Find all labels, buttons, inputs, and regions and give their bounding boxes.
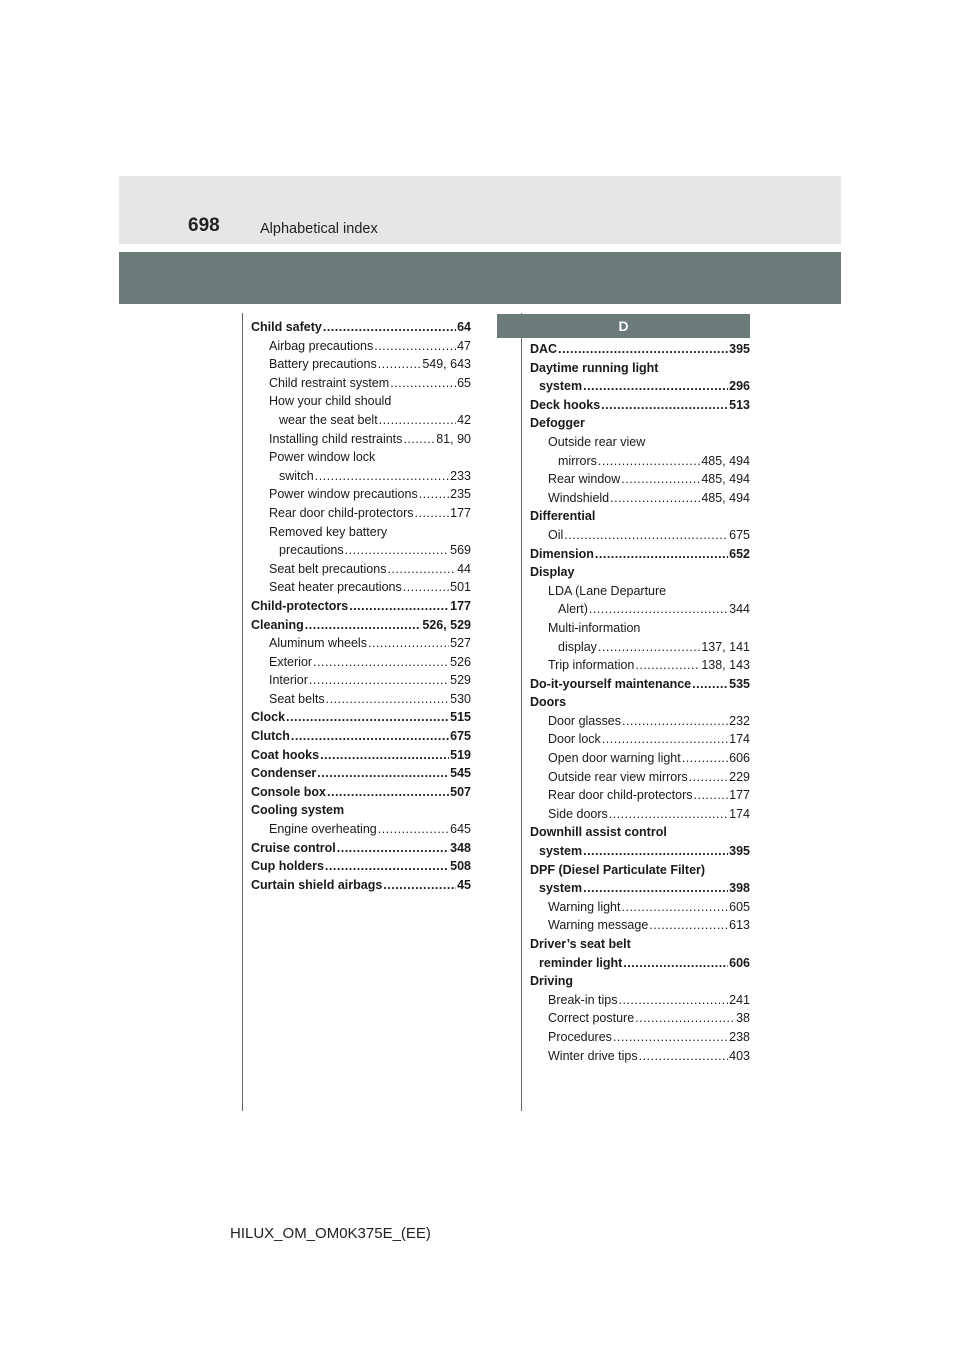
index-entry [530,1009,750,1028]
dot-leader [387,560,456,579]
index-entry [251,727,471,746]
index-entry-term: Child safety [251,320,322,334]
index-entry-term: Cup holders [251,859,324,874]
index-entry [530,693,750,712]
index-entry-term: Exterior [269,654,313,669]
index-entry-pages: 501 [450,580,471,595]
index-entry-term: Multi-information [548,620,641,635]
header-dark-band [119,252,841,304]
dot-leader [598,452,700,471]
dot-leader [349,597,449,616]
index-entry [251,485,471,504]
index-entry [530,712,750,731]
index-entry [530,545,750,564]
index-entry-pages: 513 [729,397,750,412]
index-entry [251,448,471,467]
index-entry-pages: 47 [457,338,471,353]
letter-tab-d [497,314,750,338]
index-entry-pages: 64 [457,320,471,334]
index-entry-pages: 645 [450,822,471,837]
index-entry [251,374,471,393]
dot-leader [601,396,728,415]
index-entry-pages: 545 [450,766,471,781]
dot-leader [415,504,450,523]
index-entry-pages: 526, 529 [422,617,471,632]
dot-leader [368,634,449,653]
index-entry-term: Warning light [548,899,621,914]
dot-leader [589,600,728,619]
index-entry-term: DAC [530,342,558,356]
dot-leader [378,355,422,374]
index-entry-term: Seat heater precautions [269,580,402,595]
dot-leader [609,805,728,824]
index-entry-term: Power window lock [269,450,376,465]
index-entry [530,991,750,1010]
index-entry [530,359,750,378]
index-entry [251,690,471,709]
document-code: HILUX_OM_OM0K375E_(EE) [230,1225,431,1242]
index-entry [251,764,471,783]
index-entry-pages: 605 [729,899,750,914]
index-entry [251,541,471,560]
index-entry-pages: 485, 494 [701,472,750,487]
index-entry [251,578,471,597]
index-entry-term: Condenser [251,766,317,781]
dot-leader [305,616,422,635]
index-entry-term: Power window precautions [269,487,418,502]
index-entry [530,861,750,880]
index-entry-pages: 530 [450,691,471,706]
index-entry-pages: 138, 143 [701,658,750,673]
index-entry-term: Trip information [548,658,635,673]
index-entry-pages: 395 [729,844,750,859]
index-entry-term: Child-protectors [251,598,349,613]
dot-leader [378,820,449,839]
dot-leader [337,839,449,858]
index-entry-term: Interior [269,673,308,688]
index-entry-term: Installing child restraints [269,431,403,446]
index-entry [530,916,750,935]
column-divider-left [242,313,243,1111]
index-entry-pages: 606 [729,955,750,970]
index-entry-pages: 235 [450,487,471,502]
index-entry [530,898,750,917]
index-entry-term: Clutch [251,729,290,744]
index-entry-term: system [539,881,583,896]
index-entry-pages: 174 [729,806,750,821]
index-entry-term: Engine overheating [269,822,377,837]
dot-leader [309,671,449,690]
dot-leader [345,541,450,560]
index-entry-term: Door glasses [548,713,621,728]
index-entry [530,619,750,638]
index-entry-term: Cooling system [251,803,345,818]
index-entry-pages: 526 [450,654,471,669]
index-entry [251,876,471,895]
index-entry-pages: 395 [729,342,750,356]
index-entry-term: wear the seat belt [279,412,378,427]
dot-leader [291,727,449,746]
dot-leader [320,746,449,765]
index-entry-term: Battery precautions [269,357,377,372]
header-band [119,176,841,244]
index-entry-pages: 344 [729,602,750,617]
index-entry [251,560,471,579]
dot-leader [323,318,456,337]
index-entry-pages: 529 [450,673,471,688]
index-entry [530,340,750,359]
index-entry-pages: 177 [729,788,750,803]
index-entry-pages: 403 [729,1048,750,1063]
index-entry-term: Coat hooks [251,747,320,762]
dot-leader [649,916,728,935]
index-entry-pages: 675 [729,527,750,542]
dot-leader [419,485,449,504]
index-entry-term: LDA (Lane Departure [548,583,667,598]
index-entry-term: Cruise control [251,840,336,855]
index-entry [530,507,750,526]
index-entry-term: Rear door child-protectors [269,505,414,520]
dot-leader [595,545,728,564]
index-entry [251,411,471,430]
index-entry-pages: 569 [450,543,471,558]
index-entry [530,600,750,619]
index-entry-pages: 296 [729,379,750,394]
dot-leader [583,842,728,861]
index-entry-pages: 519 [450,747,471,762]
index-entry-pages: 549, 643 [422,357,471,372]
index-entry-term: Doors [530,695,567,710]
index-entry [530,842,750,861]
index-entry [251,504,471,523]
dot-leader [315,467,449,486]
index-entry-term: switch [279,468,314,483]
index-entry [530,972,750,991]
dot-leader [374,337,456,356]
dot-leader [610,489,700,508]
index-entry [251,839,471,858]
index-entry [530,1047,750,1066]
index-entry [251,746,471,765]
index-entry [530,377,750,396]
index-entry-term: Differential [530,509,596,524]
dot-leader [598,638,700,657]
index-entry [530,749,750,768]
index-entry [251,671,471,690]
dot-leader [326,690,450,709]
index-entry-term: Door lock [548,732,601,747]
index-entry-term: Correct posture [548,1011,635,1026]
index-entry-pages: 507 [450,784,471,799]
index-entry-pages: 42 [457,412,471,427]
index-column-right [530,340,750,1065]
index-entry-term: Oil [548,527,564,542]
index-entry-term: Curtain shield airbags [251,877,383,892]
index-entry-term: DPF (Diesel Particulate Filter) [530,862,706,877]
index-entry-pages: 177 [450,505,471,520]
dot-leader [694,786,729,805]
index-entry-term: Display [530,565,575,580]
index-entry-term: Console box [251,784,327,799]
index-entry-pages: 174 [729,732,750,747]
dot-leader [325,857,449,876]
dot-leader [313,653,449,672]
index-entry-term: display [558,639,597,654]
index-entry [530,433,750,452]
letter-tab-label: D [618,318,629,334]
index-entry-term: Airbag precautions [269,338,374,353]
index-entry-pages: 515 [450,710,471,725]
section-title: Alphabetical index [260,221,378,237]
index-entry [530,414,750,433]
dot-leader [286,708,449,727]
index-entry-term: system [539,844,583,859]
index-entry-term: precautions [279,543,344,558]
index-entry-pages: 613 [729,918,750,933]
index-entry-term: How your child should [269,394,392,409]
dot-leader [558,340,728,359]
index-entry [251,430,471,449]
index-entry-pages: 232 [729,713,750,728]
index-entry-pages: 229 [729,769,750,784]
index-entry [251,783,471,802]
index-entry-term: Outside rear view [548,434,646,449]
index-entry [251,820,471,839]
index-entry-pages: 527 [450,636,471,651]
index-entry [251,634,471,653]
index-entry-term: Side doors [548,806,608,821]
index-entry-term: Defogger [530,416,585,431]
index-entry [251,616,471,635]
index-entry-pages: 398 [729,881,750,896]
index-entry-pages: 238 [729,1029,750,1044]
dot-leader [327,783,449,802]
index-entry [530,526,750,545]
index-entry [530,935,750,954]
index-entry-term: Do-it-yourself maintenance [530,676,692,691]
index-entry-term: Aluminum wheels [269,636,367,651]
index-entry-pages: 65 [457,375,471,390]
dot-leader [403,430,435,449]
index-entry-term: Seat belt precautions [269,561,387,576]
index-entry-term: Windshield [548,490,610,505]
dot-leader [613,1028,728,1047]
dot-leader [403,578,449,597]
index-entry-pages: 45 [457,877,471,892]
index-entry [530,730,750,749]
dot-leader [639,1047,729,1066]
index-entry [530,563,750,582]
index-entry [251,857,471,876]
index-entry [251,318,471,337]
dot-leader [623,954,728,973]
dot-leader [622,712,728,731]
index-entry-term: Outside rear view mirrors [548,769,688,784]
index-entry-term: reminder light [539,955,623,970]
index-entry [530,582,750,601]
index-entry [530,879,750,898]
index-entry-pages: 38 [736,1011,750,1026]
page-number: 698 [188,215,220,236]
index-entry-term: Driving [530,974,574,989]
index-entry-pages: 606 [729,751,750,766]
index-entry-pages: 675 [450,729,471,744]
index-entry-term: Child restraint system [269,375,390,390]
index-entry [251,337,471,356]
dot-leader [379,411,456,430]
index-entry-pages: 508 [450,859,471,874]
index-entry-term: Downhill assist control [530,825,667,840]
dot-leader [622,898,729,917]
index-entry-term: Removed key battery [269,524,388,539]
index-entry-term: Dimension [530,546,594,561]
dot-leader [390,374,456,393]
index-entry-pages: 177 [450,598,471,613]
index-entry-term: Alert) [558,602,588,617]
dot-leader [635,1009,735,1028]
index-entry-term: Warning message [548,918,649,933]
index-entry-term: Clock [251,710,286,725]
index-entry-pages: 233 [450,468,471,483]
dot-leader [635,656,700,675]
index-entry [530,656,750,675]
index-entry [251,801,471,820]
index-entry-term: Daytime running light [530,360,659,375]
index-entry [530,786,750,805]
index-entry-term: mirrors [558,453,597,468]
index-entry [530,768,750,787]
index-entry [251,392,471,411]
index-entry-term: Break-in tips [548,992,618,1007]
index-entry-pages: 535 [729,676,750,691]
index-entry [530,954,750,973]
index-entry-term: Rear door child-protectors [548,788,693,803]
index-entry-pages: 81, 90 [436,431,471,446]
index-entry [251,708,471,727]
index-entry [530,470,750,489]
dot-leader [618,991,728,1010]
dot-leader [564,526,728,545]
index-entry [251,523,471,542]
index-entry [530,805,750,824]
dot-leader [383,876,456,895]
index-entry-term: Rear window [548,472,621,487]
index-entry-term: Procedures [548,1029,612,1044]
index-entry-pages: 652 [729,546,750,561]
index-entry [530,489,750,508]
dot-leader [583,879,728,898]
index-entry [530,1028,750,1047]
index-entry [251,597,471,616]
index-entry-term: Winter drive tips [548,1048,638,1063]
index-entry [530,452,750,471]
index-entry-pages: 44 [457,561,471,576]
dot-leader [689,768,729,787]
index-entry-term: system [539,379,583,394]
index-entry [530,823,750,842]
index-entry [251,653,471,672]
index-entry-pages: 348 [450,840,471,855]
index-entry-term: Cleaning [251,617,304,632]
index-entry-pages: 241 [729,992,750,1007]
index-entry [530,638,750,657]
index-entry-term: Driver’s seat belt [530,937,631,951]
dot-leader [602,730,728,749]
dot-leader [692,675,728,694]
index-entry-term: Open door warning light [548,751,681,766]
index-entry [530,675,750,694]
index-entry [530,396,750,415]
index-entry [251,467,471,486]
dot-leader [682,749,728,768]
dot-leader [583,377,728,396]
index-entry-pages: 485, 494 [701,453,750,468]
dot-leader [317,764,449,783]
index-column-left [251,318,471,894]
index-entry-pages: 137, 141 [701,639,750,654]
index-entry [251,355,471,374]
column-divider-middle [521,313,522,1111]
index-entry-pages: 485, 494 [701,490,750,505]
index-entry-term: Seat belts [269,691,325,706]
dot-leader [621,470,700,489]
index-entry-term: Deck hooks [530,397,601,412]
